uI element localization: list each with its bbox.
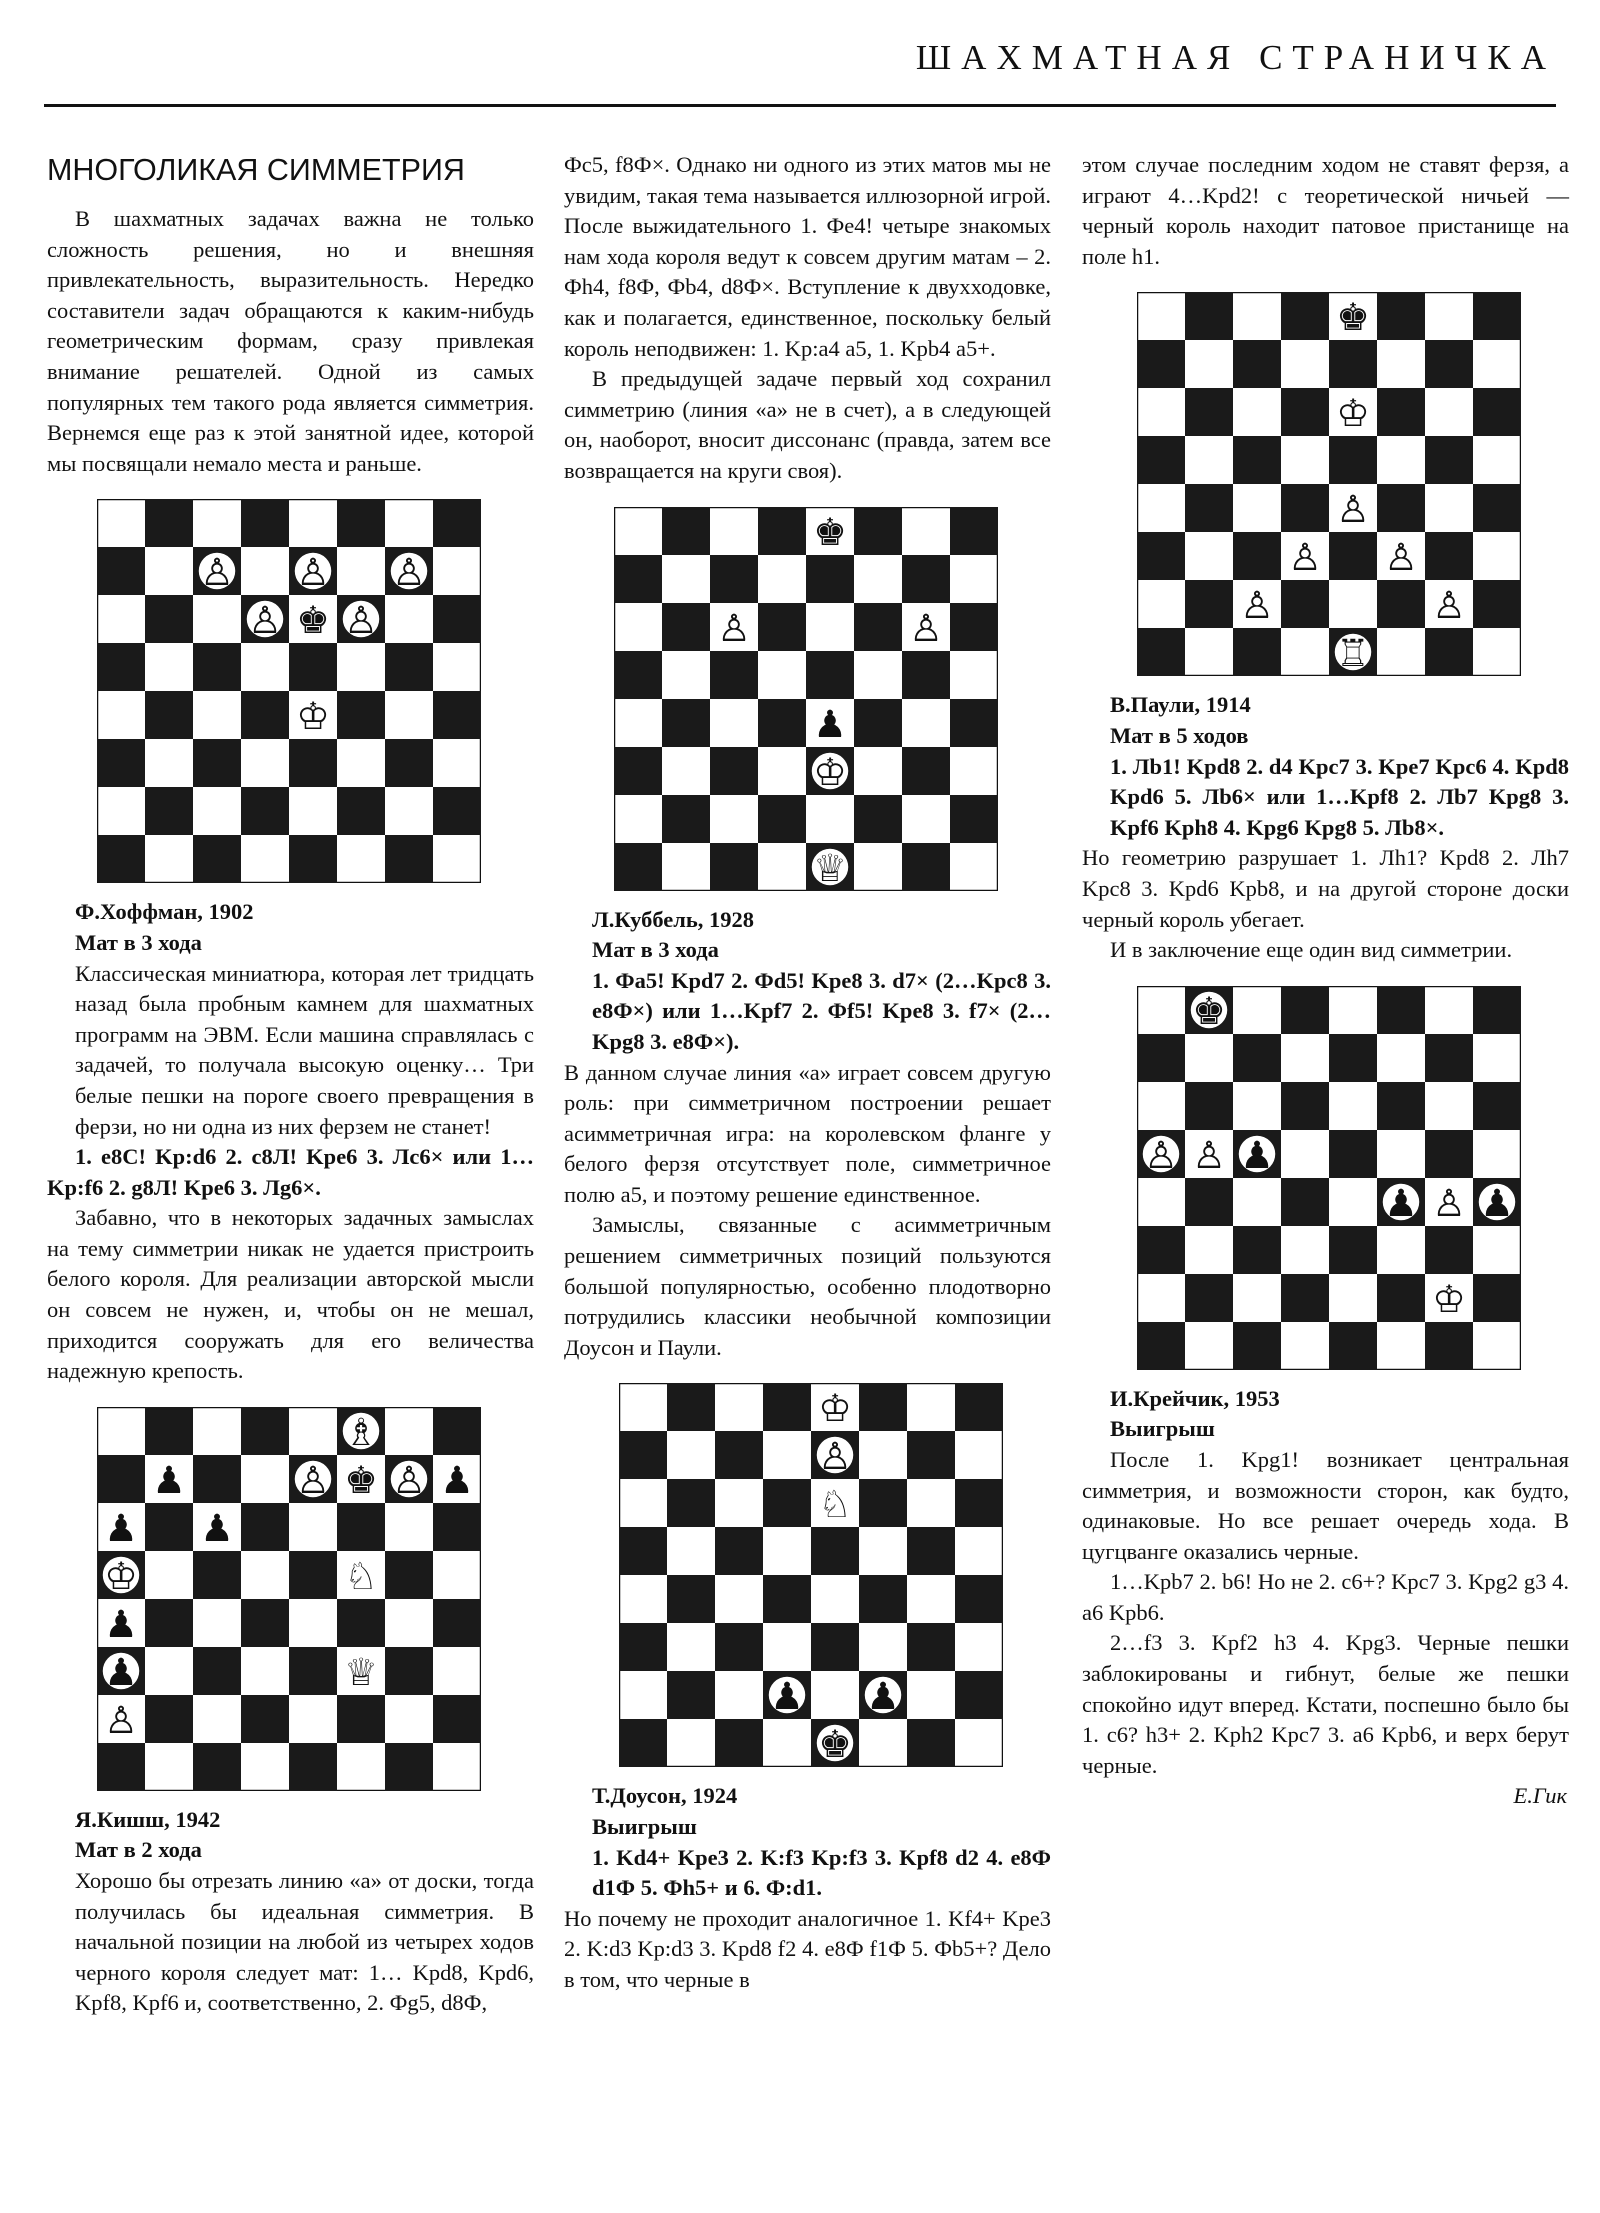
header-rule [44, 104, 1556, 107]
problem-text: Хорошо бы отрезать линию «a» от доски, тогда получилась бы идеальная симметрия. В начальной позиции на любой из четырех ходов черного короля следует мат: 1… Kpd8, Kpd6, Kpf8, Kpf6 и, соответственно, 2. Фg5, d8Ф, [75, 1868, 534, 2016]
chess-board-pauly [1137, 292, 1521, 676]
black-pawn-icon: ♟ [770, 1674, 804, 1719]
dark-square [97, 739, 145, 787]
dark-square [907, 1527, 955, 1575]
dark-square [854, 603, 902, 651]
dark-square [1377, 986, 1425, 1034]
dark-square [337, 1695, 385, 1743]
dark-square [1137, 340, 1185, 388]
problem-solution: 1. Фa5! Kpd7 2. Фd5! Kpe8 3. d7× (2…Kpc8 3. e8Ф×) или 1…Kpf7 2. Фf5! Kpe8 3. f7× (2…Kpg8 3. e8Ф×). [592, 967, 1051, 1054]
problem-text: Но почему не проходит аналогичное 1. Kf4+ Kpe3 2. K:d3 Kp:d3 3. Kpd8 f2 4. e8Ф f1Ф 5. Фb5+? Дело в том, что черные в [564, 1905, 1051, 1992]
dark-square [907, 1623, 955, 1671]
dark-square [1425, 1226, 1473, 1274]
dark-square [1137, 628, 1185, 676]
white-pawn-icon: ♙ [1336, 487, 1370, 532]
white-pawn-icon: ♙ [200, 550, 234, 595]
dark-square [1137, 1226, 1185, 1274]
dark-square [950, 699, 998, 747]
problem-author: И.Крейчик, 1953 [1110, 1385, 1280, 1411]
dark-square [1281, 1274, 1329, 1322]
dark-square [337, 1503, 385, 1551]
dark-square [241, 1599, 289, 1647]
dark-square [337, 787, 385, 835]
black-king-icon: ♚ [1336, 295, 1370, 340]
dark-square [715, 1431, 763, 1479]
dark-square [1329, 532, 1377, 580]
dark-square [763, 1383, 811, 1431]
dark-square [97, 835, 145, 883]
dark-square [433, 787, 481, 835]
white-pawn-icon: ♙ [344, 598, 378, 643]
dark-square [1281, 388, 1329, 436]
black-king-icon: ♚ [344, 1457, 378, 1502]
black-pawn-icon: ♟ [200, 1505, 234, 1550]
dark-square [710, 555, 758, 603]
dark-square [1329, 340, 1377, 388]
black-king-icon: ♚ [818, 1722, 852, 1767]
chess-board-kubbel [614, 507, 998, 891]
dark-square [1473, 1274, 1521, 1322]
dark-square [1329, 1322, 1377, 1370]
dark-square [1281, 1082, 1329, 1130]
dark-square [662, 507, 710, 555]
dark-square [1473, 484, 1521, 532]
dark-square [97, 1743, 145, 1791]
chess-board-kishsh [97, 1407, 481, 1791]
dark-square [614, 555, 662, 603]
dark-square [241, 1503, 289, 1551]
dark-square [758, 699, 806, 747]
article-title: МНОГОЛИКАЯ СИММЕТРИЯ [47, 153, 465, 187]
dark-square [667, 1383, 715, 1431]
problem-task: Выигрыш [592, 1814, 697, 1840]
dark-square [337, 1599, 385, 1647]
problem-task: Мат в 5 ходов [1110, 722, 1249, 748]
dark-square [1185, 580, 1233, 628]
dark-square [715, 1719, 763, 1767]
problem-solution: 1. Лb1! Kpd8 2. d4 Kpc7 3. Kpe7 Kpc6 4. Kpd8 Kpd6 5. Лb6× или 1…Kpf8 2. Лb7 Kpg8 3. Kpf6 Kph8 4. Kpg6 Kpg8 5. Лb8×. [1110, 753, 1569, 840]
dark-square [241, 787, 289, 835]
dark-square [1137, 436, 1185, 484]
dark-square [193, 643, 241, 691]
problem-text: В предыдущей задаче первый ход сохранил симметрию (линия «a» не в счет), а в следующей он, наоборот, вносит диссонанс (правда, затем все возвращается на круги своя). [564, 366, 1051, 483]
dark-square [1137, 532, 1185, 580]
black-pawn-icon: ♟ [104, 1505, 138, 1550]
black-pawn-icon: ♟ [813, 701, 847, 746]
intro-paragraph: В шахматных задачах важна не только сложность решения, но и внешняя привлекательность, выразительность. Нередко составители задач обращаются к каким-нибудь геометрическим формам, сразу привлекая внимание решателей. Одной из самых популярных тем такого рода является симметрия. Вернемся еще раз к этой занятной идее, которой мы посвящали немало места и раньше. [47, 206, 534, 476]
dark-square [433, 1599, 481, 1647]
black-pawn-icon: ♟ [440, 1457, 474, 1502]
black-pawn-icon: ♟ [1480, 1180, 1514, 1225]
white-pawn-icon: ♙ [392, 550, 426, 595]
white-pawn-icon: ♙ [1288, 535, 1322, 580]
dark-square [433, 595, 481, 643]
white-pawn-icon: ♙ [296, 1457, 330, 1502]
dark-square [145, 691, 193, 739]
dark-square [1233, 628, 1281, 676]
white-pawn-icon: ♙ [1384, 535, 1418, 580]
dark-square [1281, 292, 1329, 340]
white-queen-icon: ♕ [344, 1649, 378, 1694]
dark-square [619, 1623, 667, 1671]
dark-square [1233, 532, 1281, 580]
problem-text: В данном случае линия «a» играет совсем другую роль: при симметричном построении решает асимметричная игра: на королевском фланге у белого ферзя отсутствует поле, симметричное полю a5, и поэтому решение единственное. [564, 1059, 1051, 1207]
white-pawn-icon: ♙ [248, 598, 282, 643]
dark-square [1185, 388, 1233, 436]
problem-continuation: Фc5, f8Ф×. Однако ни одного из этих матов мы не увидим, такая тема называется иллюзорной игрой. После выжидательного 1. Фe4! четыре знакомых нам хода короля ведут к совсем другим матам – 2. Фh4, f8Ф, Фb4, d8Ф×. Вступление к двухходовке, как и полагается, единственное, поскольку белый король неподвижен: 1. Kp:a4 a5, 1. Kpb4 a5+. [564, 152, 1051, 361]
dark-square [145, 1695, 193, 1743]
dark-square [758, 603, 806, 651]
problem-text: После 1. Kpg1! возникает центральная симметрия, и возможности сторон, как будто, одинаковые. Но все решает очередь хода. В цугцванге оказались черные. [1082, 1446, 1569, 1564]
dark-square [806, 555, 854, 603]
dark-square [710, 747, 758, 795]
dark-square [1329, 436, 1377, 484]
dark-square [433, 499, 481, 547]
dark-square [1185, 484, 1233, 532]
dark-square [902, 843, 950, 891]
dark-square [950, 795, 998, 843]
dark-square [337, 691, 385, 739]
dark-square [193, 835, 241, 883]
problem-task: Мат в 3 хода [592, 937, 719, 963]
dark-square [619, 1719, 667, 1767]
black-pawn-icon: ♟ [104, 1601, 138, 1646]
dark-square [614, 747, 662, 795]
author-signature: Е.Гик [1513, 1783, 1567, 1809]
black-pawn-icon: ♟ [866, 1674, 900, 1719]
dark-square [385, 1647, 433, 1695]
dark-square [1329, 1034, 1377, 1082]
dark-square [97, 643, 145, 691]
problem-author: В.Паули, 1914 [1110, 692, 1251, 718]
dark-square [1233, 1226, 1281, 1274]
problem-task: Мат в 2 хода [75, 1837, 202, 1863]
dark-square [145, 1503, 193, 1551]
problem-text: Но геометрию разрушает 1. Лh1? Kpd8 2. Лh7 Kpc8 3. Kpd6 Kpb8, и на другой стороне доски черный король убегает. [1082, 845, 1569, 932]
dark-square [241, 1407, 289, 1455]
dark-square [1377, 388, 1425, 436]
dark-square [433, 1407, 481, 1455]
white-king-icon: ♔ [818, 1386, 852, 1431]
dark-square [385, 643, 433, 691]
problem-task: Выигрыш [1110, 1416, 1215, 1442]
dark-square [433, 1503, 481, 1551]
dark-square [145, 787, 193, 835]
dark-square [710, 651, 758, 699]
dark-square [97, 547, 145, 595]
dark-square [710, 843, 758, 891]
black-king-icon: ♚ [296, 598, 330, 643]
dark-square [811, 1527, 859, 1575]
chess-board-kreichik [1137, 986, 1521, 1370]
dark-square [97, 1455, 145, 1503]
dark-square [715, 1623, 763, 1671]
dark-square [859, 1383, 907, 1431]
dark-square [145, 1599, 193, 1647]
dark-square [1137, 1322, 1185, 1370]
dark-square [385, 739, 433, 787]
black-pawn-icon: ♟ [104, 1649, 138, 1694]
dark-square [1281, 484, 1329, 532]
white-pawn-icon: ♙ [1192, 1132, 1226, 1177]
dark-square [1425, 1130, 1473, 1178]
dark-square [715, 1527, 763, 1575]
dark-square [907, 1431, 955, 1479]
dark-square [806, 651, 854, 699]
dark-square [193, 1455, 241, 1503]
dark-square [854, 507, 902, 555]
dark-square [907, 1719, 955, 1767]
problem-text: Замыслы, связанные с асимметричным решением симметричных позиций пользуются большой популярностью, особенно плодотворно потрудились классики необычной композиции Доусон и Паули. [564, 1212, 1051, 1360]
dark-square [667, 1479, 715, 1527]
dark-square [662, 603, 710, 651]
problem-task: Мат в 3 хода [75, 929, 202, 955]
dark-square [1233, 340, 1281, 388]
dark-square [1425, 532, 1473, 580]
dark-square [859, 1479, 907, 1527]
white-knight-icon: ♘ [344, 1553, 378, 1598]
dark-square [241, 1695, 289, 1743]
problem-line: 2…f3 3. Kpf2 h3 4. Kpg3. Черные пешки заблокированы и гибнут, белые же пешки спокойно идут вперед. Кстати, поспешно было бы 1. c6? h3+ 2. Kph2 Kpc7 3. a6 Kpb6, и верх берут черные. [1082, 1630, 1569, 1778]
white-bishop-icon: ♗ [344, 1409, 378, 1454]
problem-text: Забавно, что в некоторых задачных замыслах на тему симметрии никак не удается пристроить белого короля. Для реализации авторской мысли он совсем не нужен, и, чтобы он не мешал, приходится сооружать для его величества надежную крепость. [47, 1205, 534, 1384]
black-king-icon: ♚ [813, 509, 847, 554]
problem-author: Л.Куббель, 1928 [592, 906, 755, 932]
dark-square [902, 555, 950, 603]
chess-board-hoffman [97, 499, 481, 883]
dark-square [193, 1647, 241, 1695]
dark-square [193, 1551, 241, 1599]
dark-square [1233, 436, 1281, 484]
white-king-icon: ♔ [104, 1553, 138, 1598]
white-knight-icon: ♘ [818, 1482, 852, 1527]
dark-square [859, 1575, 907, 1623]
dark-square [241, 499, 289, 547]
dark-square [619, 1527, 667, 1575]
dark-square [854, 699, 902, 747]
dark-square [667, 1671, 715, 1719]
dark-square [955, 1671, 1003, 1719]
dark-square [433, 1695, 481, 1743]
dark-square [1425, 1322, 1473, 1370]
dark-square [1233, 1322, 1281, 1370]
dark-square [1377, 580, 1425, 628]
white-rook-icon: ♖ [1336, 631, 1370, 676]
dark-square [662, 699, 710, 747]
dark-square [385, 1743, 433, 1791]
dark-square [902, 747, 950, 795]
white-king-icon: ♔ [1336, 391, 1370, 436]
dark-square [1329, 1226, 1377, 1274]
dark-square [955, 1479, 1003, 1527]
black-pawn-icon: ♟ [1384, 1180, 1418, 1225]
column-3 [1082, 150, 1569, 1812]
black-pawn-icon: ♟ [1240, 1132, 1274, 1177]
white-king-icon: ♔ [813, 749, 847, 794]
dark-square [758, 507, 806, 555]
dark-square [1425, 1034, 1473, 1082]
dark-square [950, 507, 998, 555]
white-king-icon: ♔ [1432, 1276, 1466, 1321]
problem-solution: 1. Kd4+ Kpe3 2. K:f3 Kp:f3 3. Kpf8 d2 4. e8Ф d1Ф 5. Фh5+ и 6. Ф:d1. [592, 1844, 1051, 1901]
dark-square [758, 795, 806, 843]
dark-square [1281, 986, 1329, 1034]
white-pawn-icon: ♙ [1432, 1180, 1466, 1225]
dark-square [1377, 484, 1425, 532]
dark-square [145, 1407, 193, 1455]
problem-text: Классическая миниатюра, которая лет тридцать назад была пробным камнем для шахматных программ на ЭВМ. Если машина справлялась с задачей, то получала высокую оценку… Три белые пешки на пороге своего превращения в ферзи, но ни одна из них ферзем не станет! [75, 960, 534, 1139]
dark-square [763, 1575, 811, 1623]
dark-square [241, 691, 289, 739]
dark-square [1185, 292, 1233, 340]
white-pawn-icon: ♙ [909, 605, 943, 650]
problem-continuation: этом случае последним ходом не ставят ферзя, а играют 4…Kpd2! с теоретической ничьей — черный король находит патовое пристанище на поле h1. [1082, 152, 1569, 269]
white-pawn-icon: ♙ [296, 550, 330, 595]
problem-solution: 1. e8C! Kp:d6 2. c8Л! Kpe6 3. Лc6× или 1…Kp:f6 2. g8Л! Kpe6 3. Лg6×. [47, 1144, 534, 1200]
dark-square [289, 1551, 337, 1599]
dark-square [145, 499, 193, 547]
dark-square [1377, 292, 1425, 340]
white-king-icon: ♔ [296, 694, 330, 739]
dark-square [955, 1383, 1003, 1431]
dark-square [1425, 436, 1473, 484]
dark-square [1425, 340, 1473, 388]
dark-square [902, 651, 950, 699]
chess-board-dawson [619, 1383, 1003, 1767]
dark-square [193, 1743, 241, 1791]
dark-square [385, 835, 433, 883]
white-queen-icon: ♕ [813, 845, 847, 890]
page-header: ШАХМАТНАЯ СТРАНИЧКА [915, 38, 1556, 77]
dark-square [289, 1743, 337, 1791]
dark-square [433, 691, 481, 739]
dark-square [1473, 1082, 1521, 1130]
dark-square [1329, 1130, 1377, 1178]
dark-square [1281, 580, 1329, 628]
dark-square [1473, 986, 1521, 1034]
dark-square [854, 795, 902, 843]
dark-square [289, 643, 337, 691]
dark-square [614, 843, 662, 891]
dark-square [763, 1479, 811, 1527]
dark-square [662, 795, 710, 843]
black-king-icon: ♚ [1192, 988, 1226, 1033]
dark-square [1185, 1274, 1233, 1322]
dark-square [145, 595, 193, 643]
problem-text: И в заключение еще один вид симметрии. [1110, 937, 1513, 963]
dark-square [667, 1575, 715, 1623]
dark-square [1185, 1082, 1233, 1130]
problem-line: 1…Kpb7 2. b6! Но не 2. c6+? Kpc7 3. Kpg2 g3 4. a6 Kpb6. [1082, 1569, 1569, 1625]
dark-square [614, 651, 662, 699]
dark-square [1425, 628, 1473, 676]
dark-square [1377, 1274, 1425, 1322]
dark-square [385, 1551, 433, 1599]
dark-square [1473, 388, 1521, 436]
dark-square [1473, 292, 1521, 340]
dark-square [1185, 1178, 1233, 1226]
dark-square [1377, 1082, 1425, 1130]
white-pawn-icon: ♙ [1432, 583, 1466, 628]
dark-square [950, 603, 998, 651]
white-pawn-icon: ♙ [104, 1697, 138, 1742]
white-pawn-icon: ♙ [392, 1457, 426, 1502]
column-1 [47, 150, 534, 2019]
column-2 [564, 150, 1051, 1996]
problem-author: Я.Кишш, 1942 [75, 1806, 221, 1832]
dark-square [289, 835, 337, 883]
dark-square [1281, 1178, 1329, 1226]
problem-author: Ф.Хоффман, 1902 [75, 899, 254, 925]
dark-square [1233, 1034, 1281, 1082]
dark-square [619, 1431, 667, 1479]
dark-square [955, 1575, 1003, 1623]
dark-square [811, 1623, 859, 1671]
dark-square [337, 499, 385, 547]
black-pawn-icon: ♟ [152, 1457, 186, 1502]
white-pawn-icon: ♙ [1240, 583, 1274, 628]
dark-square [289, 1647, 337, 1695]
white-pawn-icon: ♙ [717, 605, 751, 650]
dark-square [193, 739, 241, 787]
white-pawn-icon: ♙ [818, 1434, 852, 1479]
dark-square [1137, 1034, 1185, 1082]
dark-square [289, 739, 337, 787]
problem-author: Т.Доусон, 1924 [592, 1783, 738, 1809]
white-pawn-icon: ♙ [1144, 1132, 1178, 1177]
dark-square [1473, 580, 1521, 628]
